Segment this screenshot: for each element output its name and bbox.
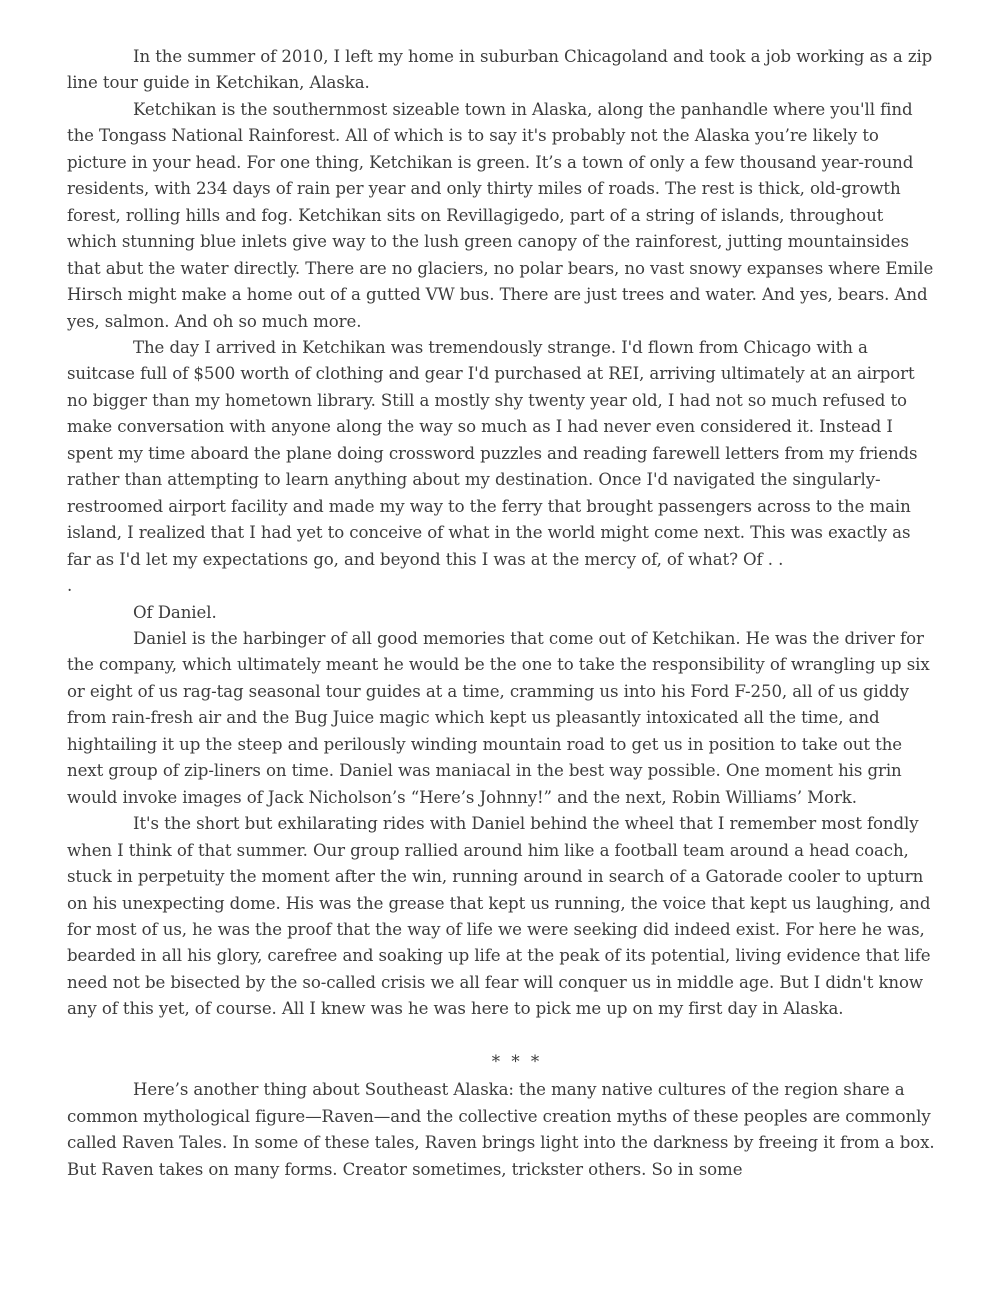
section-separator: * * * (491, 1051, 543, 1071)
paragraph-3-continuation: . (67, 576, 73, 596)
paragraph-1: In the summer of 2010, I left my home in suburban Chicagoland and took a job working as a zip line tour guide in Ketchikan, Alaska. (67, 47, 933, 93)
paragraph-6: It's the short but exhilarating rides with Daniel behind the wheel that I remember most fondly when I think of that summer. Our group rallied around him like a football team around a head coach, stuck in perpetuity the moment after the win, running around in search of a Gatorade cooler to upturn on his unexpecting dome. His was the grease that kept us running, the voice that kept us laughing, and for most of us, he was the proof that the way of life we were seeking did indeed exist. For here he was, bearded in all his glory, carefree and soaking up life at the peak of its potential, living evidence that life need not be bisected by the so-called crisis we all fear will conquer us in middle age. But I didn't know any of this yet, of course. All I knew was he was here to pick me up on my first day in Alaska. (67, 814, 931, 1019)
paragraph-7: Here’s another thing about Southeast Alaska: the many native cultures of the region share a common mythological figure—Raven—and the collective creation myths of these peoples are commonly called Raven Tales. In some of these tales, Raven brings light into the darkness by freeing it from a box. But Raven takes on many forms. Creator sometimes, trickster others. So in some (67, 1080, 935, 1179)
paragraph-5: Daniel is the harbinger of all good memories that come out of Ketchikan. He was the driver for the company, which ultimately meant he would be the one to take the responsibility of wrangling up six or eight of us rag-tag seasonal tour guides at a time, cramming us into his Ford F-250, all of us giddy from rain-fresh air and the Bug Juice magic which kept us pleasantly intoxicated all the time, and hightailing it up the steep and perilously winding mountain road to get us in position to take out the next group of zip-liners on time. Daniel was maniacal in the best way possible. One moment his grin would invoke images of Jack Nicholson’s “Here’s Johnny!” and the next, Robin Williams’ Mork. (67, 628, 930, 807)
paragraph-2: Ketchikan is the southernmost sizeable town in Alaska, along the panhandle where you'll find the Tongass National Rainforest. All of which is to say it's probably not the Alaska you’re likely to picture in your head. For one thing, Ketchikan is green. It’s a town of only a few thousand year-round residents, with 234 days of rain per year and only thirty miles of roads. The rest is thick, old-growth forest, rolling hills and fog. Ketchikan sits on Revillagigedo, part of a string of islands, throughout which stunning blue inlets give way to the lush green canopy of the rainforest, jutting mountainsides that abut the water directly. There are no glaciers, no polar bears, no vast snowy expanses where Emile Hirsch might make a home out of a gutted VW bus. There are just trees and water. And yes, bears. And yes, salmon. And oh so much more. (67, 99, 934, 331)
document-page (67, 44, 937, 1183)
paragraph-3: The day I arrived in Ketchikan was tremendously strange. I'd flown from Chicago with a suitcase full of $500 worth of clothing and gear I'd purchased at REI, arriving ultimately at an airport no bigger than my hometown library. Still a mostly shy twenty year old, I had not so much refused to make conversation with anyone along the way so much as I had never even considered it. Instead I spent my time aboard the plane doing crossword puzzles and reading farewell letters from my friends rather than attempting to learn anything about my destination. Once I'd navigated the singularly-restroomed airport facility and made my way to the ferry that brought passengers across to the main island, I realized that I had yet to conceive of what in the world might come next. This was exactly as far as I'd let my expectations go, and beyond this I was at the mercy of, of what? Of . . (67, 337, 918, 569)
paragraph-4: Of Daniel. (133, 602, 217, 622)
